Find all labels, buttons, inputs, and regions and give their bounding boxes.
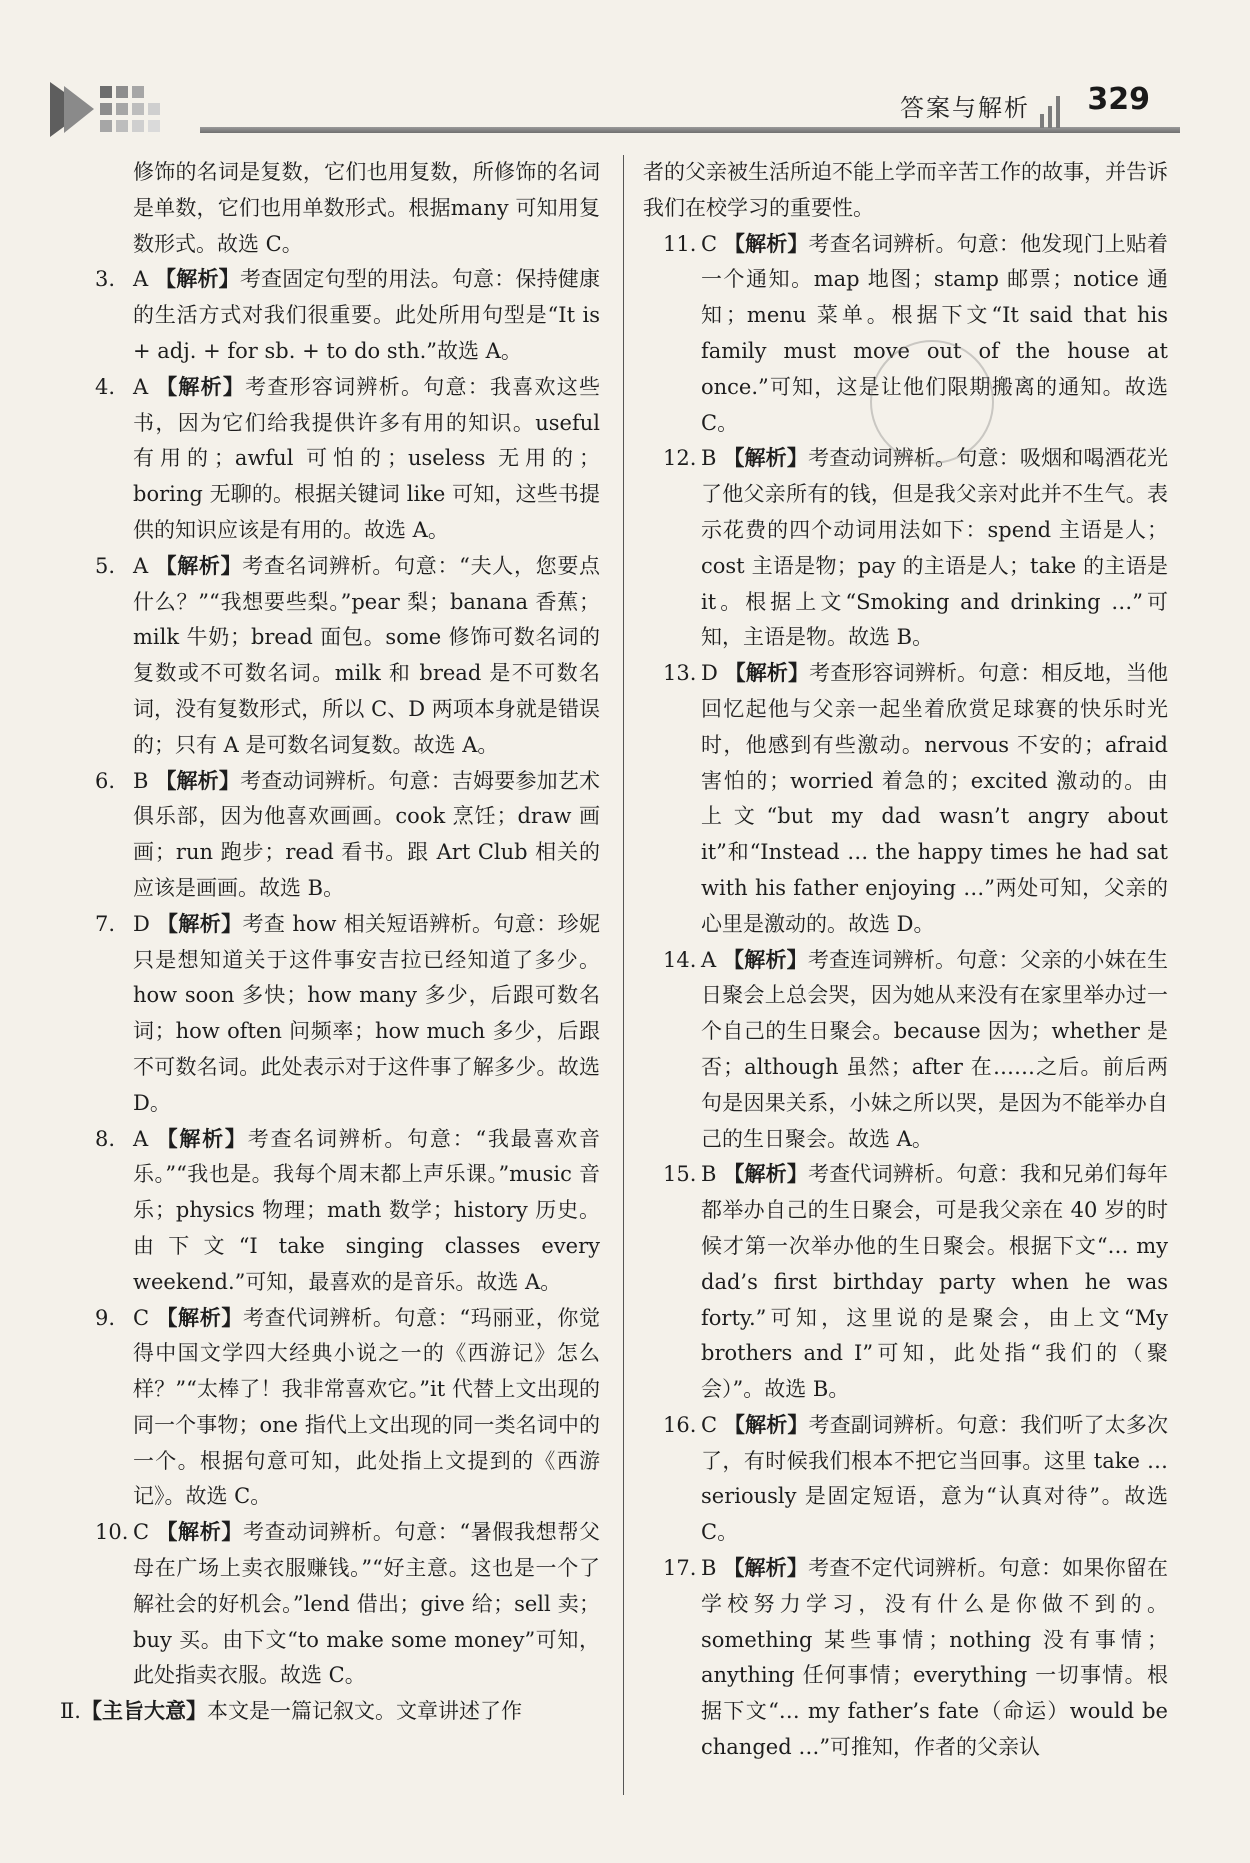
analysis-tag: 【解析】 — [723, 446, 809, 471]
item-answer: D — [701, 661, 718, 686]
page-number: 329 — [1087, 82, 1150, 117]
item-number: 4. — [95, 374, 116, 399]
item-text: 考查动词辨析。句意：“暑假我想帮父母在广场上卖衣服赚钱。”“好主意。这也是一个了解社会的好机会。”lend 借出；give 给；sell 卖；buy 买。由下文“to make some money”可知，此处指卖衣服。故选 C。 — [133, 1520, 601, 1688]
stamp-watermark-icon — [870, 340, 994, 464]
item-number: 3. — [95, 267, 116, 292]
item-text: 考查固定句型的用法。句意：保持健康的生活方式对我们很重要。此处所用句型是“It is + adj. + for sb. + to do sth.”故选 A。 — [133, 267, 600, 363]
analysis-tag: 【解析】 — [156, 1305, 243, 1330]
answer-item — [95, 907, 600, 1122]
item-answer: A — [133, 374, 149, 399]
item-text: 考查不定代词辨析。句意：如果你留在学校努力学习，没有什么是你做不到的。something 某些事情；nothing 没有事情；anything 任何事情；everything 一切事情。根据下文“… my father’s fate（命运）would be changed …”可推知，作者的父亲认 — [701, 1556, 1169, 1760]
answer-item — [663, 656, 1168, 942]
answer-item — [95, 1301, 600, 1516]
item-text: 考查副词辨析。句意：我们听了太多次了，有时候我们根本不把它当回事。这里 take … seriously 是固定短语，意为“认真对待”。故选 C。 — [701, 1412, 1169, 1545]
item-number: 8. — [95, 1126, 116, 1151]
answer-item — [663, 943, 1168, 1158]
item-answer: D — [133, 911, 150, 936]
item-number: 15. — [663, 1162, 697, 1187]
item-answer: B — [701, 1556, 717, 1581]
answer-item — [95, 262, 600, 369]
header-title: 答案与解析 — [900, 94, 1030, 122]
analysis-tag: 【解析】 — [155, 768, 241, 793]
item-text: 考查代词辨析。句意：“玛丽亚，你觉得中国文学四大经典小说之一的《西游记》怎么样？”“太棒了！我非常喜欢它。”it 代替上文出现的同一个事物；one 指代上文出现的同一类名词中的一个。根据句意可知，此处指上文提到的《西游记》。故选 C。 — [133, 1305, 601, 1509]
item-number: 10. — [95, 1520, 129, 1545]
analysis-tag: 【解析】 — [156, 1520, 243, 1545]
item-number: 11. — [663, 231, 697, 256]
item-number: 6. — [95, 768, 116, 793]
item-answer: C — [133, 1305, 150, 1330]
item-answer: C — [701, 231, 718, 256]
analysis-tag: 【解析】 — [723, 1556, 809, 1581]
item-number: 17. — [663, 1556, 697, 1581]
answer-item — [95, 1515, 600, 1694]
item-text: 考查连词辨析。句意：父亲的小妹在生日聚会上总会哭，因为她从来没有在家里举办过一个自己的生日聚会。because 因为；whether 是否；although 虽然；after 在……之后。前后两句是因果关系，小妹之所以哭，是因为不能举办自己的生日聚会。故选 A。 — [701, 947, 1168, 1151]
answer-item — [663, 1157, 1168, 1408]
header-bars-icon — [1040, 88, 1068, 128]
item-number: 16. — [663, 1412, 697, 1437]
item-answer: B — [701, 446, 717, 471]
header-rule — [200, 127, 1180, 133]
item-text: 考查 how 相关短语辨析。句意：珍妮只是想知道关于这件事安吉拉已经知道了多少。how soon 多快；how many 多少，后跟可数名词；how often 问频率；how much 多少，后跟不可数名词。此处表示对于这件事了解多少。故选 D。 — [133, 911, 600, 1115]
answer-item — [95, 764, 600, 907]
main-idea-tag: 【主旨大意】 — [80, 1699, 207, 1724]
section-summary — [60, 1694, 600, 1730]
item-text: 考查形容词辨析。句意：我喜欢这些书，因为它们给我提供许多有用的知识。useful 有用的；awful 可怕的；useless 无用的；boring 无聊的。根据关键词 like 可知，这些书提供的知识应该是有用的。故选 A。 — [133, 374, 600, 542]
item-answer: B — [133, 768, 149, 793]
item-number: 12. — [663, 446, 697, 471]
item-number: 7. — [95, 911, 116, 936]
item-text: 考查名词辨析。句意：“我最喜欢音乐。”“我也是。我每个周末都上声乐课。”music 音乐；physics 物理；math 数学；history 历史。由下文“I take singing classes every weekend.”可知，最喜欢的是音乐。故选 A。 — [133, 1126, 600, 1294]
item-answer: A — [133, 553, 149, 578]
item-answer: B — [701, 1162, 717, 1187]
answer-item — [95, 370, 600, 549]
item-text: 考查动词辨析。句意：吸烟和喝酒花光了他父亲所有的钱，但是我父亲对此并不生气。表示花费的四个动词用法如下：spend 主语是人；cost 主语是物；pay 的主语是人；take 的主语是 it。根据上文“Smoking and drinking …”可知，主语是物。故选 B。 — [701, 446, 1169, 650]
item-text: 考查代词辨析。句意：我和兄弟们每年都举办自己的生日聚会，可是我父亲在 40 岁的时候才第一次举办他的生日聚会。根据下文“… my dad’s first birthday party when he was forty.”可知，这里说的是聚会，由上文“My brothers and I”可知，此处指“我们的（聚会）”。故选 B。 — [701, 1162, 1169, 1402]
right-intro: 者的父亲被生活所迫不能上学而辛苦工作的故事，并告诉我们在校学习的重要性。 — [643, 160, 1168, 220]
page-header — [50, 70, 1180, 140]
item-text: 考查名词辨析。句意：“夫人，您要点什么？”“我想要些梨。”pear 梨；banana 香蕉；milk 牛奶；bread 面包。some 修饰可数名词的复数或不可数名词。milk 和 bread 是不可数名词，没有复数形式，所以 C、D 两项本身就是错误的；只有 A 是可数名词复数。故选 A。 — [133, 553, 601, 757]
item-number: 9. — [95, 1305, 116, 1330]
left-column — [60, 155, 601, 1730]
answer-item — [95, 549, 600, 764]
left-intro: 修饰的名词是复数，它们也用复数，所修饰的名词是单数，它们也用单数形式。根据many 可知用复数形式。故选 C。 — [133, 160, 600, 256]
item-answer: A — [701, 947, 717, 972]
item-answer: C — [133, 1520, 150, 1545]
analysis-tag: 【解析】 — [156, 374, 246, 399]
item-answer: A — [133, 1126, 149, 1151]
section-label: Ⅱ. — [60, 1699, 81, 1724]
item-text: 考查形容词辨析。句意：相反地，当他回忆起他与父亲一起坐着欣赏足球赛的快乐时光时，他感到有些激动。nervous 不安的；afraid 害怕的；worried 着急的；excited 激动的。由上文“but my dad wasn’t angry about it”和“Instead … the happy times he had sat with his father enjoying …”两处可知，父亲的心里是激动的。故选 D。 — [701, 661, 1169, 936]
section-text: 本文是一篇记叙文。文章讲述了作 — [206, 1699, 522, 1724]
item-number: 5. — [95, 553, 116, 578]
item-text: 考查名词辨析。句意：他发现门上贴着一个通知。map 地图；stamp 邮票；notice 通知；menu 菜单。根据下文“It said that his family must move out of the house at once.”可知，这是让他们限期搬离的通知。故选 C。 — [701, 231, 1169, 435]
analysis-tag: 【解析】 — [155, 267, 240, 292]
item-text: 考查动词辨析。句意：吉姆要参加艺术俱乐部，因为他喜欢画画。cook 烹饪；draw 画画；run 跑步；read 看书。跟 Art Club 相关的应该是画画。故选 B。 — [133, 768, 601, 900]
answer-item — [663, 1551, 1168, 1766]
answer-item — [663, 1408, 1168, 1551]
analysis-tag: 【解析】 — [723, 231, 809, 256]
analysis-tag: 【解析】 — [155, 553, 243, 578]
analysis-tag: 【解析】 — [723, 1412, 809, 1437]
book-logo-icon — [50, 82, 195, 137]
item-answer: A — [133, 267, 149, 292]
analysis-tag: 【解析】 — [723, 1162, 809, 1187]
item-number: 13. — [663, 661, 697, 686]
answer-item — [663, 441, 1168, 656]
analysis-tag: 【解析】 — [156, 911, 243, 936]
answer-item — [95, 1122, 600, 1301]
analysis-tag: 【解析】 — [724, 661, 810, 686]
item-number: 14. — [663, 947, 697, 972]
analysis-tag: 【解析】 — [156, 1126, 248, 1151]
analysis-tag: 【解析】 — [723, 947, 808, 972]
column-divider — [623, 155, 624, 1795]
item-answer: C — [701, 1412, 718, 1437]
